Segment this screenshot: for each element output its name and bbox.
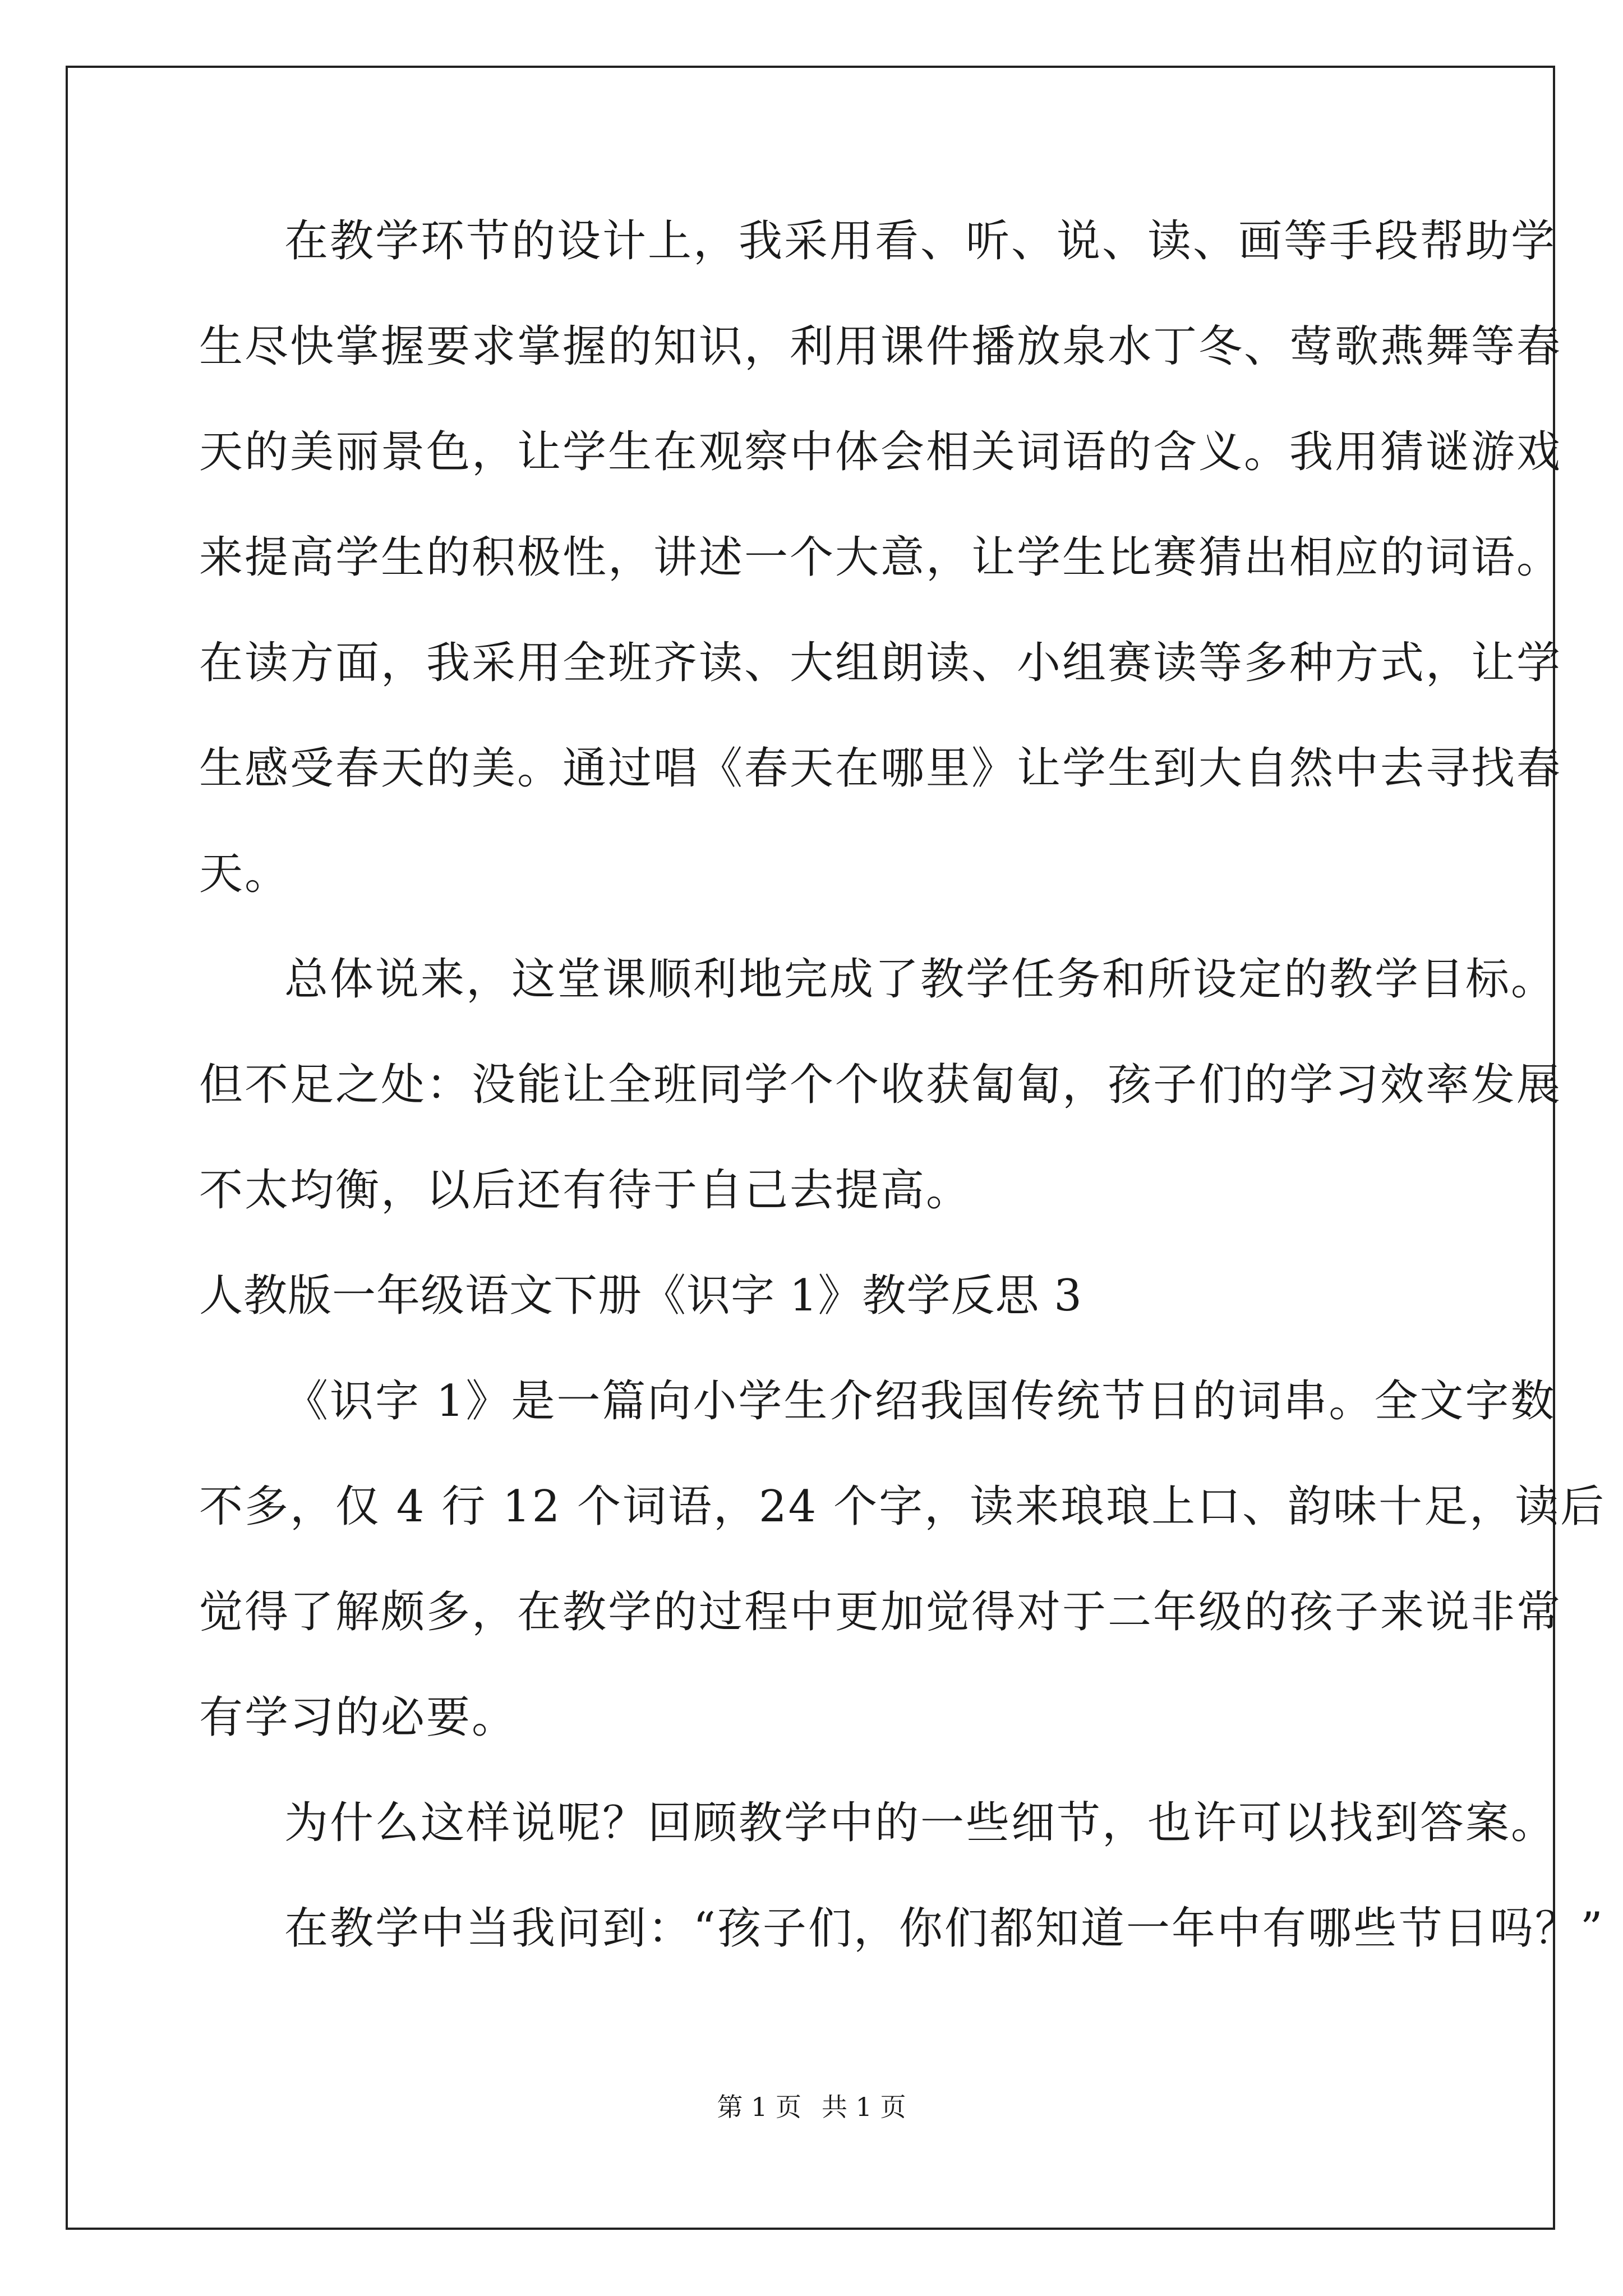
paragraph-line: 总体说来，这堂课顺利地完成了教学任务和所设定的教学目标。 — [284, 954, 1557, 1005]
paragraph-line: 不多，仅 4 行 12 个词语，24 个字，读来琅琅上口、韵味十足，读后 — [199, 1481, 1606, 1532]
paragraph-line: 生感受春天的美。通过唱《春天在哪里》让学生到大自然中去寻找春 — [199, 743, 1562, 794]
paragraph-line: 来提高学生的积极性，讲述一个大意，让学生比赛猜出相应的词语。 — [199, 532, 1562, 583]
paragraph-line: 在读方面，我采用全班齐读、大组朗读、小组赛读等多种方式，让学 — [199, 638, 1562, 688]
paragraph-line: 在教学环节的设计上，我采用看、听、说、读、画等手段帮助学 — [284, 216, 1557, 266]
paragraph-line: 但不足之处：没能让全班同学个个收获匐匐，孩子们的学习效率发展 — [199, 1060, 1562, 1110]
page-number-current: 第 1 页 — [717, 2092, 801, 2122]
paragraph-line: 《识字 1》是一篇向小学生介绍我国传统节日的词串。全文字数 — [284, 1376, 1556, 1427]
paragraph-line: 不太均衡，以后还有待于自己去提高。 — [199, 1165, 972, 1216]
section-heading: 人教版一年级语文下册《识字 1》教学反思 3 — [199, 1271, 1082, 1321]
paragraph-line: 生尽快掌握要求掌握的知识，利用课件播放泉水丁冬、莺歌燕舞等春 — [199, 321, 1562, 372]
page-footer — [0, 2091, 1623, 2123]
paragraph-line: 为什么这样说呢？回顾教学中的一些细节，也许可以找到答案。 — [284, 1798, 1557, 1848]
page-number-total: 共 1 页 — [822, 2092, 906, 2122]
paragraph-line: 天的美丽景色，让学生在观察中体会相关词语的含义。我用猜谜游戏 — [199, 427, 1562, 477]
document-body — [199, 214, 1606, 2007]
paragraph-line: 觉得了解颇多，在教学的过程中更加觉得对于二年级的孩子来说非常 — [199, 1587, 1562, 1637]
paragraph-line: 在教学中当我问到：“孩子们，你们都知道一年中有哪些节日吗？” — [284, 1903, 1604, 1954]
paragraph-line: 天。 — [199, 849, 291, 899]
paragraph-line: 有学习的必要。 — [199, 1692, 518, 1743]
